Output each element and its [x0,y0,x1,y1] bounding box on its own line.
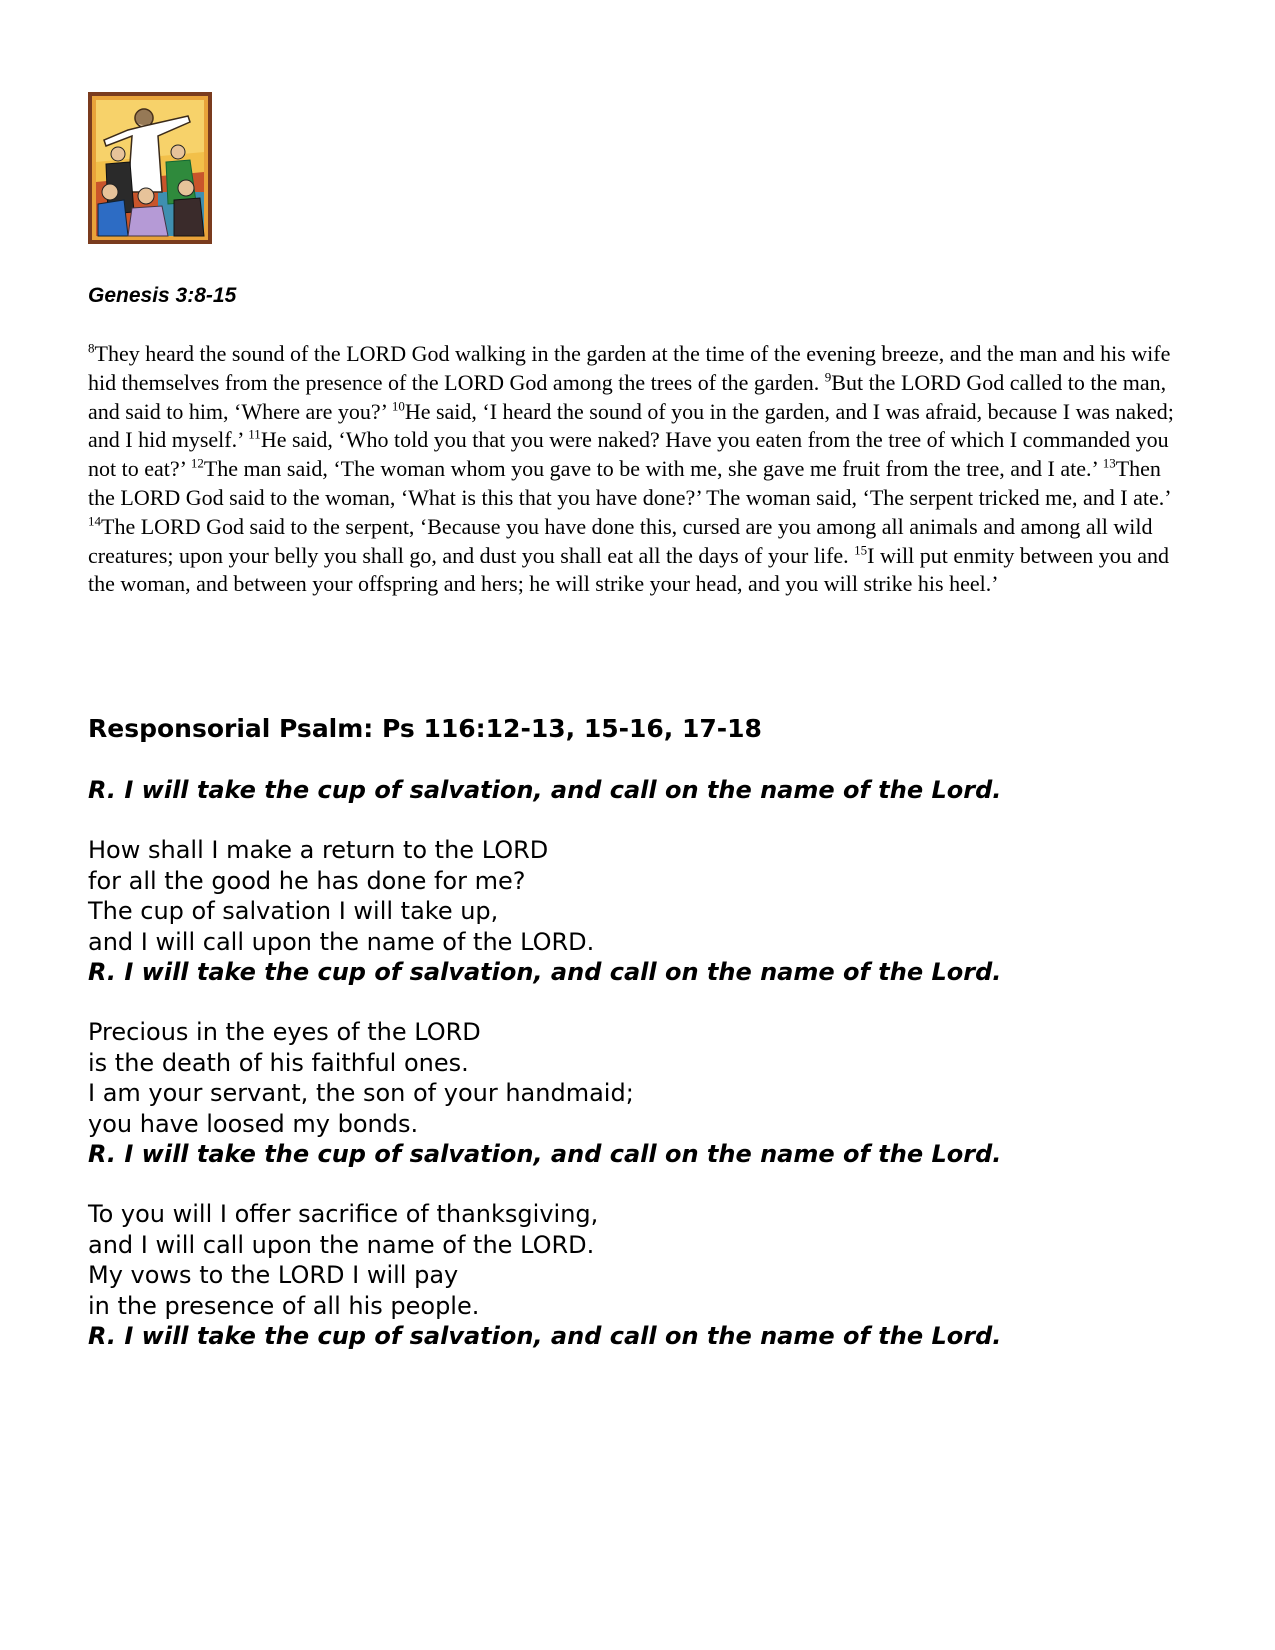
verse-text: Then the LORD God said to the woman, ‘What is this that you have done?’ The woman said, ‘The serpent tricked me, and I ate.’ [88,456,1170,510]
stanza-line: in the presence of all his people. [88,1291,480,1320]
verse-number: 9 [824,369,832,385]
verse-number: 12 [190,455,204,471]
stanza-line: is the death of his faithful ones. [88,1048,469,1077]
stanza-line: and I will call upon the name of the LORD. [88,1230,595,1259]
verse-number: 15 [854,542,868,558]
psalm-refrain: R. I will take the cup of salvation, and call on the name of the Lord. [88,1140,1002,1169]
verse-number: 13 [1102,455,1116,471]
verse-text: But the LORD God called to the man, and said to him, ‘Where are you?’ [88,369,1167,424]
verse-text: They heard the sound of the LORD God walking in the garden at the time of the evening breeze, and the man and his wife hid themselves from the presence of the LORD God among the trees of the garden. [88,341,1171,395]
verse-number: 10 [391,398,405,414]
christ-with-disciples-illustration [88,92,212,244]
stanza-line: you have loosed my bonds. [88,1109,419,1138]
reading-reference: Genesis 3:8-15 [88,284,237,307]
stanza-line: The cup of salvation I will take up, [88,897,499,926]
verse-number: 11 [248,427,261,443]
psalm-refrain: R. I will take the cup of salvation, and call on the name of the Lord. [88,776,1002,804]
verse-text: He said, ‘I heard the sound of you in the garden, and I was afraid, because I was naked; and I hid myself.’ [88,398,1174,453]
verse-number: 8 [88,340,95,356]
psalm-refrain: R. I will take the cup of salvation, and call on the name of the Lord. [88,958,1002,987]
psalm-stanza [88,835,1001,988]
stanza-line: for all the good he has done for me? [88,866,526,895]
stanza-line: How shall I make a return to the LORD [88,836,549,864]
reading-text [88,340,1183,599]
stanza-line: and I will call upon the name of the LORD. [88,927,595,956]
psalm-stanza [88,1017,1001,1170]
stanza-line: I am your servant, the son of your handmaid; [88,1079,634,1108]
stanza-line: To you will I offer sacrifice of thanksgiving, [88,1200,599,1228]
psalm-refrain: R. I will take the cup of salvation, and call on the name of the Lord. [88,1322,1002,1351]
stanza-line: My vows to the LORD I will pay [88,1261,459,1290]
psalm-stanza [88,1199,1001,1352]
psalm-heading: Responsorial Psalm: Ps 116:12-13, 15-16, 17-18 [88,714,762,743]
verse-text: I will put enmity between you and the woman, and between your offspring and hers; he will strike your head, and you will strike his heel.’ [88,542,1169,597]
verse-text: The LORD God said to the serpent, ‘Because you have done this, cursed are you among all animals and among all wild creatures; upon your belly you shall go, and dust you shall eat all the days of your life. [88,513,1153,568]
verse-text: The man said, ‘The woman whom you gave to be with me, she gave me fruit from the tree, and I ate.’ [203,456,1103,482]
verse-number: 14 [88,513,101,529]
stanza-line: Precious in the eyes of the LORD [88,1018,481,1046]
verse-text: He said, ‘Who told you that you were naked? Have you eaten from the tree of which I commanded you not to eat?’ [88,427,1169,482]
